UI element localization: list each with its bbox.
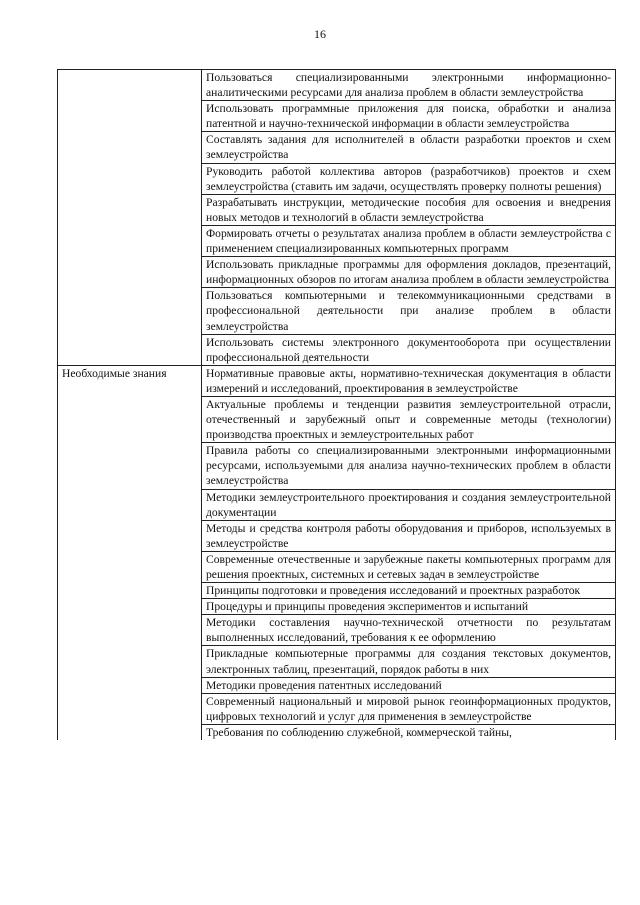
table-row <box>58 288 616 334</box>
table-row <box>58 677 616 693</box>
table-cell-item: Современный национальный и мировой рынок геоинформационных продуктов, цифровых технологий и услуг для применения в землеустройстве <box>202 693 616 724</box>
section-label-continuation <box>58 646 202 677</box>
table-row <box>58 520 616 551</box>
table-cell-item: Принципы подготовки и проведения исследований и проектных разработок <box>202 583 616 599</box>
section-label-continuation <box>58 615 202 646</box>
table-cell-item: Использовать прикладные программы для оформления докладов, презентаций, информационных обзоров по итогам анализа проблем в области землеустройства <box>202 257 616 288</box>
section-label <box>58 70 202 101</box>
section-label-continuation <box>58 194 202 225</box>
table-row <box>58 334 616 365</box>
section-label-continuation <box>58 520 202 551</box>
section-label-continuation <box>58 101 202 132</box>
section-label-continuation <box>58 551 202 582</box>
section-label-continuation <box>58 132 202 163</box>
table-cell-item: Составлять задания для исполнителей в области разработки проектов и схем землеустройства <box>202 132 616 163</box>
section-label-continuation <box>58 334 202 365</box>
table-row <box>58 599 616 615</box>
table-row <box>58 551 616 582</box>
table-row <box>58 489 616 520</box>
section-label-continuation <box>58 396 202 442</box>
section-label-continuation <box>58 443 202 489</box>
table-cell-item: Разрабатывать инструкции, методические пособия для освоения и внедрения новых методов и технологий в области землеустройства <box>202 194 616 225</box>
table-cell-item: Пользоваться специализированными электронными информационно-аналитическими ресурсами для анализа проблем в области землеустройства <box>202 70 616 101</box>
table-row <box>58 257 616 288</box>
table-row <box>58 225 616 256</box>
section-label-continuation <box>58 677 202 693</box>
table-row <box>58 194 616 225</box>
table-cell-item: Актуальные проблемы и тенденции развития землеустроительной отрасли, отечественный и зарубежный опыт и современные методы (технологии) производства проектных и землеустроительных работ <box>202 396 616 442</box>
table-row <box>58 583 616 599</box>
table-row <box>58 693 616 724</box>
table-row <box>58 396 616 442</box>
section-label-continuation <box>58 724 202 740</box>
page-number: 16 <box>314 27 326 41</box>
table-cell-item: Формировать отчеты о результатах анализа проблем в области землеустройства с применением специализированных компьютерных программ <box>202 225 616 256</box>
section-label-continuation <box>58 599 202 615</box>
table-row <box>58 70 616 101</box>
table-cell-item: Прикладные компьютерные программы для создания текстовых документов, электронных таблиц, презентаций, порядок работы в них <box>202 646 616 677</box>
table-cell-item: Методы и средства контроля работы оборудования и приборов, используемых в землеустройстве <box>202 520 616 551</box>
table-row <box>58 615 616 646</box>
table-cell-item: Процедуры и принципы проведения экспериментов и испытаний <box>202 599 616 615</box>
table-row <box>58 443 616 489</box>
section-label: Необходимые знания <box>58 365 202 396</box>
section-label-continuation <box>58 288 202 334</box>
competency-table <box>57 69 616 740</box>
table-cell-item: Методики землеустроительного проектирования и создания землеустроительной документации <box>202 489 616 520</box>
table-row <box>58 101 616 132</box>
table-cell-item: Требования по соблюдению служебной, коммерческой тайны, <box>202 724 616 740</box>
table-cell-item: Использовать программные приложения для поиска, обработки и анализа патентной и научно-технической информации в области землеустройства <box>202 101 616 132</box>
table-cell-item: Руководить работой коллектива авторов (разработчиков) проектов и схем землеустройства (ставить им задачи, осуществлять проверку полноты решения) <box>202 163 616 194</box>
table-row <box>58 132 616 163</box>
section-label-continuation <box>58 693 202 724</box>
table-cell-item: Использовать системы электронного документооборота при осуществлении профессиональной деятельности <box>202 334 616 365</box>
competency-table-body <box>58 70 616 741</box>
table-row <box>58 646 616 677</box>
table-row <box>58 365 616 396</box>
table-row <box>58 163 616 194</box>
table-cell-item: Методики составления научно-технической отчетности по результатам выполненных исследований, требования к ее оформлению <box>202 615 616 646</box>
section-label-continuation <box>58 257 202 288</box>
table-row <box>58 724 616 740</box>
section-label-continuation <box>58 489 202 520</box>
table-cell-item: Пользоваться компьютерными и телекоммуникационными средствами в профессиональной деятельности при анализе проблем в области землеустройства <box>202 288 616 334</box>
table-cell-item: Современные отечественные и зарубежные пакеты компьютерных программ для решения проектных, системных и сетевых задач в землеустройстве <box>202 551 616 582</box>
table-cell-item: Нормативные правовые акты, нормативно-техническая документация в области измерений и исследований, проектирования в землеустройстве <box>202 365 616 396</box>
table-cell-item: Правила работы со специализированными электронными информационными ресурсами, используемыми для анализа научно-технических проблем в области землеустройства <box>202 443 616 489</box>
table-cell-item: Методики проведения патентных исследований <box>202 677 616 693</box>
section-label-continuation <box>58 163 202 194</box>
section-label-continuation <box>58 225 202 256</box>
section-label-continuation <box>58 583 202 599</box>
